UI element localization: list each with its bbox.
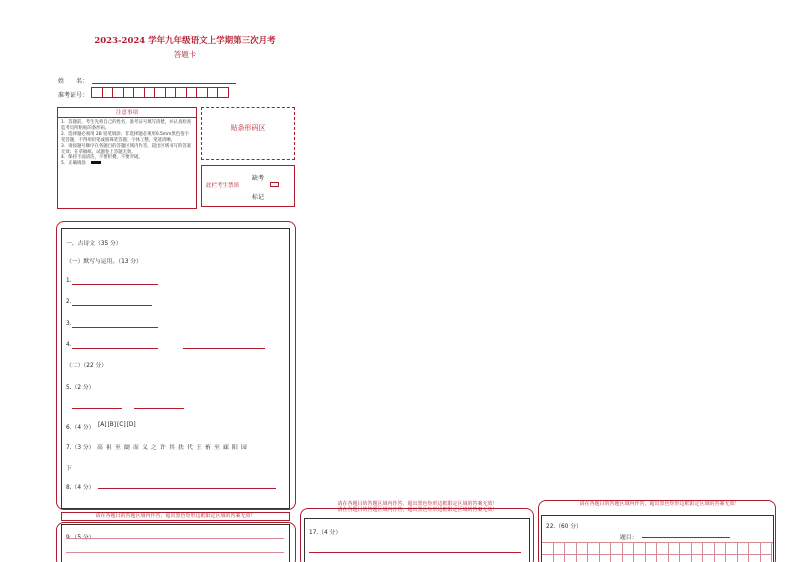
- absent-checkbox[interactable]: [270, 182, 279, 187]
- grid-cell[interactable]: [669, 555, 681, 562]
- q5-answer-line-a[interactable]: [72, 403, 122, 409]
- q6-label: 6.（4 分）: [66, 425, 95, 431]
- q7-char: 至: [115, 445, 121, 451]
- option-b[interactable]: [B]: [107, 422, 117, 428]
- answer-region-middle: [304, 518, 530, 562]
- grid-cell[interactable]: [715, 555, 727, 562]
- grid-cell[interactable]: [588, 543, 600, 555]
- grid-cell[interactable]: [680, 543, 692, 555]
- grid-cell[interactable]: [715, 543, 727, 555]
- grid-cell[interactable]: [657, 555, 669, 562]
- q7-sentence: [97, 442, 247, 451]
- name-field[interactable]: [92, 77, 236, 84]
- part2-heading: （二）（22 分）: [66, 363, 108, 369]
- answer-sheet-subtitle: 答题卡: [173, 50, 197, 59]
- grid-cell[interactable]: [588, 555, 600, 562]
- q2-label: 2.: [66, 299, 72, 305]
- q7-char: 祖: [106, 445, 112, 451]
- q1-answer-line[interactable]: [72, 279, 158, 285]
- q22-label: 22.（60 分）: [546, 524, 582, 530]
- filled-mark-example: [91, 161, 101, 164]
- answer-region-1: [61, 228, 290, 509]
- notice-item: 3．请按题号顺序在各题目的答题区域内作答，超出区域书写的答案无效；在草稿纸、试题卷上答题无效。: [61, 143, 192, 155]
- q7-char: 王: [196, 445, 202, 451]
- barcode-area: 贴条形码区: [201, 107, 295, 160]
- answer-region-right: [541, 515, 774, 562]
- grid-cell[interactable]: [749, 555, 761, 562]
- grid-cell[interactable]: [738, 555, 750, 562]
- q5-answer-line-b[interactable]: [134, 403, 184, 409]
- grid-cell[interactable]: [646, 555, 658, 562]
- q7-char: 义: [142, 445, 148, 451]
- q7-char: 扶: [178, 445, 184, 451]
- q3-label: 3.: [66, 321, 72, 327]
- composition-grid[interactable]: [542, 542, 773, 562]
- grid-cell[interactable]: [669, 543, 681, 555]
- grid-cell[interactable]: [542, 555, 554, 562]
- warning-bar-left: 请在各题目的答题区域内作答，超出黑色矩形边框限定区域的答案无效！: [61, 512, 290, 521]
- grid-cell[interactable]: [657, 543, 669, 555]
- q2-answer-line[interactable]: [72, 300, 152, 306]
- grid-cell[interactable]: [565, 555, 577, 562]
- grid-cell[interactable]: [726, 543, 738, 555]
- q5-label: 5.（2 分）: [66, 385, 95, 391]
- part1-heading: （一）默写与运用。（13 分）: [66, 259, 142, 265]
- grid-cell[interactable]: [646, 543, 658, 555]
- q17-answer-line[interactable]: [309, 547, 521, 553]
- absent-mark-box: [201, 165, 295, 207]
- q7-tail: 下: [66, 466, 72, 472]
- q4-answer-line-b[interactable]: [183, 343, 265, 349]
- grid-cell[interactable]: [600, 555, 612, 562]
- notice-title: 注意事项: [58, 108, 196, 118]
- grid-cell[interactable]: [542, 543, 554, 555]
- q7-char: 阛: [124, 445, 130, 451]
- answer-region-2: [61, 524, 290, 562]
- q7-char: 阳: [232, 445, 238, 451]
- grid-cell[interactable]: [738, 543, 750, 555]
- grid-cell[interactable]: [600, 543, 612, 555]
- notice-item: 2．选择题必须用 2B 铅笔填涂；非选择题必须用0.5mm黑色签字笔答题，不得用铅笔或圆珠笔答题；字体工整、笔迹清晰。: [61, 131, 189, 143]
- grid-cell[interactable]: [623, 555, 635, 562]
- absent-label-top: 缺考: [252, 175, 265, 182]
- warning-bar-right: 请在各题目的答题区域内作答，超出黑色矩形边框限定区域的答案无效！: [542, 501, 777, 511]
- option-c[interactable]: [C]: [117, 422, 126, 428]
- grid-cell[interactable]: [761, 555, 773, 562]
- q7-char: 之: [151, 445, 157, 451]
- grid-cell[interactable]: [634, 555, 646, 562]
- q9-answer-line-a[interactable]: [66, 533, 284, 539]
- q3-answer-line[interactable]: [72, 322, 158, 328]
- grid-cell[interactable]: [611, 555, 623, 562]
- q7-char: 园: [241, 445, 247, 451]
- grid-cell[interactable]: [565, 543, 577, 555]
- topic-label: 题目：: [620, 535, 638, 541]
- grid-cell[interactable]: [726, 555, 738, 562]
- absent-label-bottom: 标记: [252, 194, 265, 201]
- grid-cell[interactable]: [634, 543, 646, 555]
- absent-note: 此栏考生禁填: [206, 183, 240, 189]
- q8-answer-line[interactable]: [98, 483, 276, 489]
- grid-cell[interactable]: [692, 543, 704, 555]
- option-d[interactable]: [D]: [126, 422, 136, 428]
- q1-label: 1.: [66, 278, 72, 284]
- grid-cell[interactable]: [703, 543, 715, 555]
- id-digit-box[interactable]: [217, 87, 229, 98]
- grid-cell[interactable]: [680, 555, 692, 562]
- section-heading: 一、古诗文（35 分）: [66, 241, 122, 247]
- notice-item: 5．正确填涂: [61, 161, 193, 167]
- name-label: 姓 名：: [58, 78, 89, 85]
- q4-label: 4.: [66, 342, 72, 348]
- notice-item: 1．答题前，考生先将自己的姓名，准考证号填写清楚，并认真检查监考员所粘贴的条形码。: [61, 120, 192, 131]
- q7-char: 廊: [223, 445, 229, 451]
- q7-char: 至: [214, 445, 220, 451]
- grid-cell[interactable]: [692, 555, 704, 562]
- grid-cell[interactable]: [623, 543, 635, 555]
- exam-id-label: 准考证号：: [58, 92, 89, 99]
- warning-bar-middle: 请在各题目的答题区域内作答，超出黑色矩形边框限定区域的答案无效！ 请在各题目的答题区域内作答，超出黑色矩形边框限定区域的答案无效！: [300, 501, 535, 517]
- grid-cell[interactable]: [749, 543, 761, 555]
- grid-cell[interactable]: [611, 543, 623, 555]
- notice-body: [61, 120, 193, 167]
- q7-char: 许: [160, 445, 166, 451]
- grid-cell[interactable]: [554, 543, 566, 555]
- topic-answer-line[interactable]: [642, 532, 730, 538]
- q7-char: 而: [133, 445, 139, 451]
- q7-char: 其: [169, 445, 175, 451]
- grid-cell[interactable]: [761, 543, 773, 555]
- grid-cell[interactable]: [703, 555, 715, 562]
- q17-label: 17.（4 分）: [309, 530, 342, 536]
- notice-item: 4．保持卡面清洁，不要折叠、不要弄破。: [61, 155, 143, 161]
- exam-title: 2023-2024 学年九年级语文上学期第三次月考: [94, 36, 276, 46]
- option-a[interactable]: [A]: [98, 422, 107, 428]
- q9-answer-line-b[interactable]: [66, 547, 284, 553]
- grid-cell[interactable]: [554, 555, 566, 562]
- notice-box: [57, 107, 197, 209]
- q9-label: 9.（5 分）: [66, 535, 95, 541]
- grid-cell[interactable]: [577, 543, 589, 555]
- grid-cell[interactable]: [577, 555, 589, 562]
- q7-char: 高: [97, 445, 103, 451]
- exam-id-boxes[interactable]: [92, 87, 229, 98]
- q7-char: 代: [187, 445, 193, 451]
- q8-label: 8.（4 分）: [66, 485, 95, 491]
- q7-label: 7.（3 分）: [66, 445, 95, 451]
- q4-answer-line-a[interactable]: [72, 343, 158, 349]
- q6-options: [98, 422, 136, 428]
- q7-char: 侑: [205, 445, 211, 451]
